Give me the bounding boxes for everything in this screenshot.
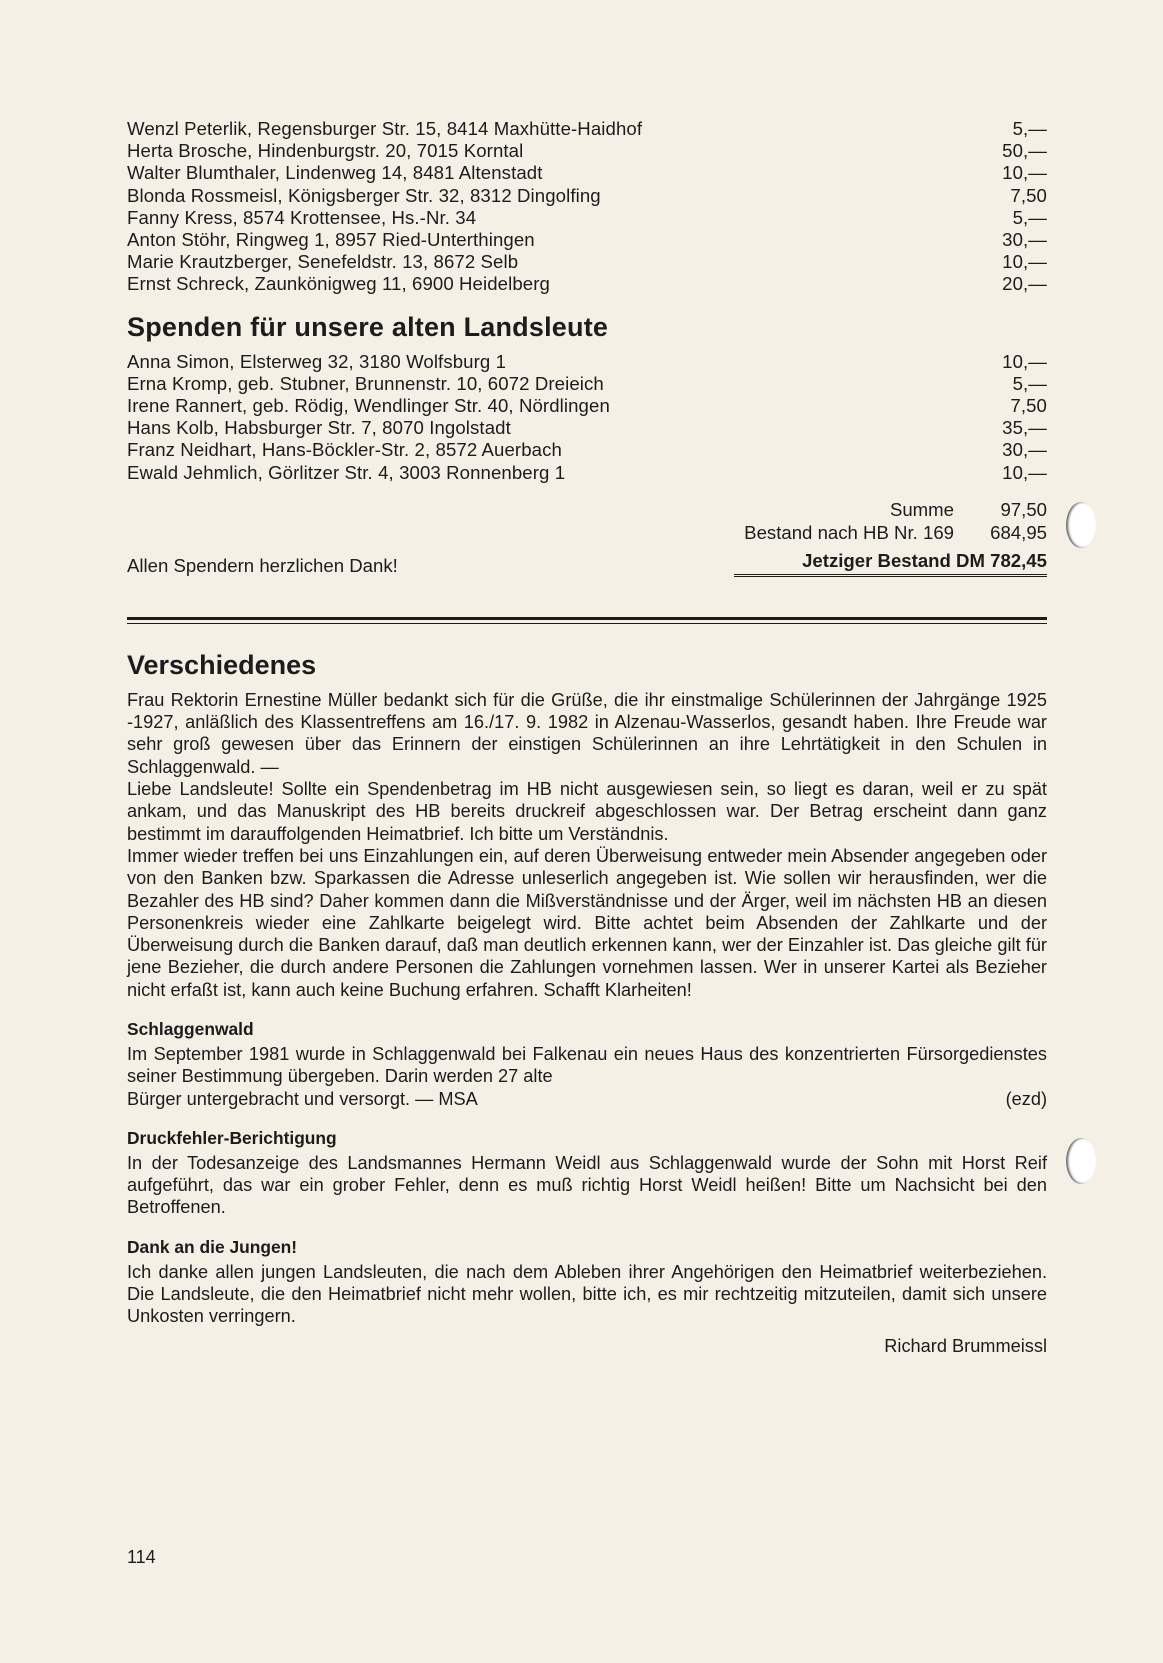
misc-heading: Verschiedenes — [127, 649, 317, 680]
donor-amount: 20,— — [1002, 273, 1047, 295]
donor-name: Franz Neidhart, Hans-Böckler-Str. 2, 8572 Auerbach — [127, 439, 562, 461]
donor-name: Blonda Rossmeisl, Königsberger Str. 32, 8312 Dingolfing — [127, 184, 601, 206]
donor-row — [127, 229, 1047, 251]
schlaggenwald-heading: Schlaggenwald — [127, 1019, 254, 1039]
donor-amount: 10,— — [1002, 162, 1047, 184]
youth-text: Ich danke allen jungen Landsleuten, die nach dem Ableben ihrer Angehörigen den Heimatbrief weiterbeziehen. Die Landsleute, die den Heimatbrief nicht mehr wollen, bitte ich, es mir rechtzeitig mitzuteilen, damit sich unsere Unkosten verringern. — [127, 1261, 1047, 1327]
schlaggenwald-source: (ezd) — [1005, 1088, 1047, 1109]
correction-heading: Druckfehler-Berichtigung — [127, 1127, 337, 1148]
donor-amount: 35,— — [1002, 417, 1047, 439]
donor-name: Erna Kromp, geb. Stubner, Brunnenstr. 10, 6072 Dreieich — [127, 372, 604, 394]
schlaggenwald-last-line: Bürger untergebracht und versorgt. — MSA — [127, 1088, 478, 1109]
misc-paragraph-1: Frau Rektorin Ernestine Müller bedankt sich für die Grüße, die ihr einstmalige Schülerinnen der Jahrgänge 1925 -1927, anläßlich des Klassentreffens am 16./17. 9. 1982 in Alzenau-Wasserlos, gesandt haben. Ihre Freude war sehr groß gewesen über das Erinnern der einstigen Schülerinnen an ihre Lehrtätigkeit in den Schulen in Schlaggenwald. — — [127, 689, 1047, 777]
donor-row — [127, 462, 1047, 484]
donor-list-old-landsleute — [127, 351, 1047, 484]
donor-row — [127, 373, 1047, 395]
donor-name: Anton Stöhr, Ringweg 1, 8957 Ried-Unterthingen — [127, 229, 535, 251]
donor-amount: 7,50 — [1010, 184, 1047, 206]
donor-name: Fanny Kress, 8574 Krottensee, Hs.-Nr. 34 — [127, 206, 477, 228]
section-divider-thin — [127, 623, 1047, 624]
misc-paragraph-2: Liebe Landsleute! Sollte ein Spendenbetrag im HB nicht ausgewiesen sein, so liegt es daran, weil er zu spät ankam, und das Manuskript des HB bereits druckreif abgeschlossen war. Der Betrag erscheint dann ganz bestimmt im darauffolgenden Heimatbrief. Ich bitte um Verständnis. — [127, 779, 1047, 844]
document-page — [127, 118, 1047, 1357]
misc-paragraph-3: Immer wieder treffen bei uns Einzahlungen ein, auf deren Überweisung entweder mein Absender angegeben oder von den Banken bzw. Sparkassen die Adresse unleserlich angegeben ist. Wie sollen wir herausfinden, wer die Bezahler des HB sind? Daher kommen dann die Mißverständnisse und der Ärger, weil im nächsten HB an diesen Personenkreis wieder eine Zahlkarte beigelegt wird. Bitte achtet beim Absenden der Zahlkarte und der Überweisung durch die Banken darauf, daß man deutlich erkennen kann, wer der Einzahler ist. Das gleiche gilt für jene Bezieher, die durch andere Personen die Zahlungen vornehmen lassen. Wer in unserer Kartei als Bezieher nicht erfaßt ist, kann auch keine Buchung erfahren. Schafft Klarheiten! — [127, 845, 1047, 1000]
correction-text: In der Todesanzeige des Landsmannes Hermann Weidl aus Schlaggenwald wurde der Sohn mit Horst Reif aufgeführt, das war ein grober Fehler, denn es muß richtig Horst Weidl heißen! Bitte um Nachsicht bei den Betroffenen. — [127, 1152, 1047, 1218]
totals-block — [127, 498, 1047, 544]
donor-name: Anna Simon, Elsterweg 32, 3180 Wolfsburg 1 — [127, 350, 507, 372]
donor-amount: 10,— — [1002, 461, 1047, 483]
donor-amount: 5,— — [1012, 118, 1047, 139]
donor-amount: 7,50 — [1010, 395, 1047, 417]
punch-hole-icon — [1066, 502, 1096, 548]
youth-heading: Dank an die Jungen! — [127, 1236, 298, 1257]
donor-name: Marie Krautzberger, Senefeldstr. 13, 8672 Selb — [127, 251, 519, 273]
donor-row — [127, 417, 1047, 439]
previous-balance-value: 684,95 — [990, 521, 1047, 543]
donor-amount: 10,— — [1002, 350, 1047, 372]
previous-balance-label: Bestand nach HB Nr. 169 — [744, 521, 954, 543]
current-balance: Jetziger Bestand DM 782,45 — [734, 550, 1047, 577]
donor-name: Wenzl Peterlik, Regensburger Str. 15, 8414 Maxhütte-Haidhof — [127, 118, 643, 139]
donor-name: Herta Brosche, Hindenburgstr. 20, 7015 Korntal — [127, 140, 524, 162]
donor-name: Ernst Schreck, Zaunkönigweg 11, 6900 Heidelberg — [127, 273, 550, 295]
donor-amount: 50,— — [1002, 140, 1047, 162]
donor-list-top — [127, 118, 1047, 296]
donor-row — [127, 185, 1047, 207]
donor-amount: 5,— — [1012, 206, 1047, 228]
donor-name: Ewald Jehmlich, Görlitzer Str. 4, 3003 Ronnenberg 1 — [127, 461, 566, 483]
donor-name: Walter Blumthaler, Lindenweg 14, 8481 Altenstadt — [127, 162, 543, 184]
signature: Richard Brummeissl — [884, 1335, 1047, 1356]
page-number: 114 — [127, 1547, 156, 1567]
donor-amount: 5,— — [1012, 372, 1047, 394]
section-divider — [127, 617, 1047, 620]
punch-hole-icon — [1066, 1138, 1096, 1184]
donor-row — [127, 140, 1047, 162]
section-heading-old-landsleute: Spenden für unsere alten Landsleute — [127, 311, 609, 342]
donor-row — [127, 251, 1047, 273]
donor-amount: 30,— — [1002, 229, 1047, 251]
donor-amount: 10,— — [1002, 251, 1047, 273]
donor-row — [127, 162, 1047, 184]
donor-name: Irene Rannert, geb. Rödig, Wendlinger Str. 40, Nördlingen — [127, 395, 610, 417]
previous-balance-row — [127, 521, 1047, 544]
thanks-row — [127, 550, 1047, 577]
sum-label: Summe — [889, 498, 954, 520]
sum-row — [127, 498, 1047, 521]
thanks-text: Allen Spendern herzlichen Dank! — [127, 554, 398, 576]
donor-row — [127, 273, 1047, 295]
donor-row — [127, 395, 1047, 417]
schlaggenwald-text: Im September 1981 wurde in Schlaggenwald bei Falkenau ein neues Haus des konzentrierten Fürsorgedienstes seiner Bestimmung übergeben. Darin werden 27 alte — [127, 1044, 1047, 1087]
donor-row — [127, 118, 1047, 140]
donor-name: Hans Kolb, Habsburger Str. 7, 8070 Ingolstadt — [127, 417, 511, 439]
donor-row — [127, 439, 1047, 461]
sum-value: 97,50 — [1000, 498, 1047, 520]
donor-amount: 30,— — [1002, 439, 1047, 461]
schlaggenwald-last-line-row — [127, 1088, 1047, 1110]
donor-row — [127, 351, 1047, 373]
donor-row — [127, 207, 1047, 229]
